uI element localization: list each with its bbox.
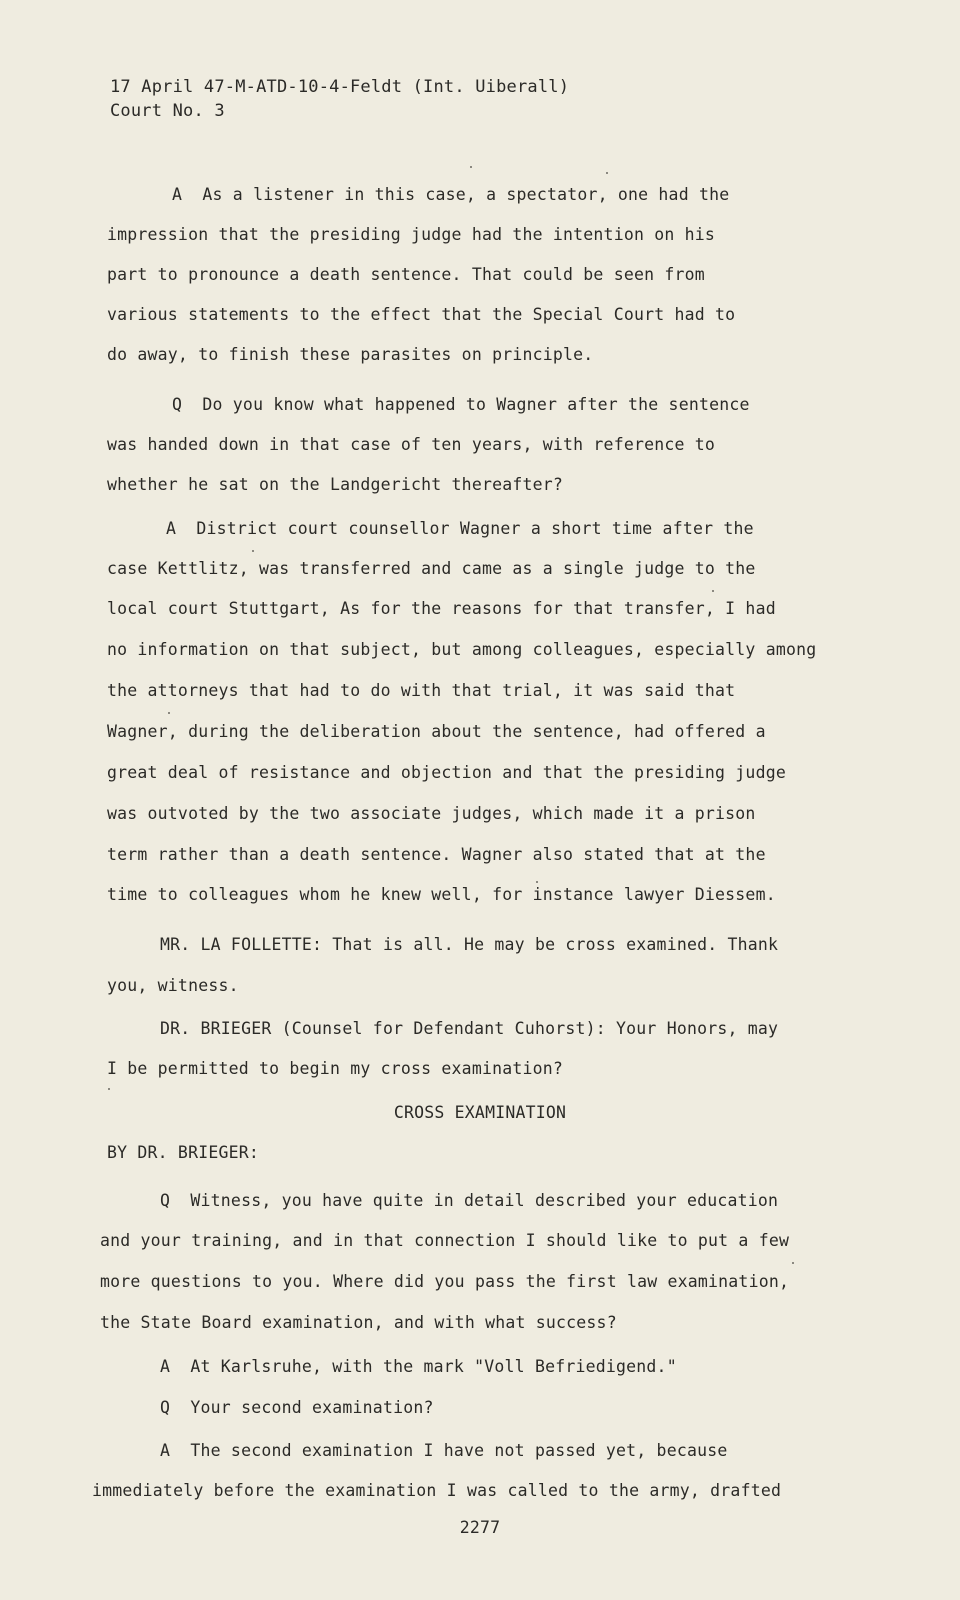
ink-speck (712, 590, 714, 592)
text-line: various statements to the effect that the Special Court had to (107, 305, 736, 324)
text-line: I be permitted to begin my cross examination? (107, 1059, 564, 1078)
text-line: A As a listener in this case, a spectator, one had the (172, 185, 730, 204)
text-line: you, witness. (107, 976, 239, 995)
text-line: MR. LA FOLLETTE: That is all. He may be cross examined. Thank (160, 935, 779, 954)
ink-speck (252, 550, 254, 552)
text-line: was handed down in that case of ten years, with reference to (107, 435, 716, 454)
text-line: the State Board examination, and with what success? (100, 1313, 617, 1332)
text-line: the attorneys that had to do with that trial, it was said that (107, 681, 736, 700)
text-line: was outvoted by the two associate judges, which made it a prison (107, 804, 756, 823)
text-line: no information on that subject, but among colleagues, especially among (107, 640, 817, 659)
page-number: 2277 (459, 1518, 501, 1537)
text-line: A The second examination I have not passed yet, because (160, 1441, 728, 1460)
text-line: more questions to you. Where did you pass the first law examination, (100, 1272, 790, 1291)
section-heading: CROSS EXAMINATION (393, 1103, 567, 1122)
text-line: part to pronounce a death sentence. That could be seen from (107, 265, 705, 284)
text-line: case Kettlitz, was transferred and came as a single judge to the (107, 559, 756, 578)
header-court-line: Court No. 3 (110, 101, 225, 121)
text-line: do away, to finish these parasites on principle. (107, 345, 594, 364)
text-line: Wagner, during the deliberation about the sentence, had offered a (107, 722, 766, 741)
text-line: DR. BRIEGER (Counsel for Defendant Cuhorst): Your Honors, may (160, 1019, 779, 1038)
ink-speck (168, 712, 170, 714)
text-line: term rather than a death sentence. Wagner also stated that at the (107, 845, 766, 864)
text-line: great deal of resistance and objection and that the presiding judge (107, 763, 786, 782)
text-line: impression that the presiding judge had the intention on his (107, 225, 716, 244)
text-line: whether he sat on the Landgericht thereafter? (107, 475, 564, 494)
header-session-line: 17 April 47-M-ATD-10-4-Feldt (Int. Uiberall) (110, 77, 570, 97)
text-line: A District court counsellor Wagner a short time after the (166, 519, 754, 538)
ink-speck (108, 1088, 110, 1090)
text-line: immediately before the examination I was called to the army, drafted (92, 1481, 782, 1500)
text-line: Q Your second examination? (160, 1398, 434, 1417)
text-line: A At Karlsruhe, with the mark "Voll Befriedigend." (160, 1357, 677, 1376)
ink-speck (606, 172, 608, 174)
ink-speck (792, 1262, 794, 1264)
ink-speck (470, 166, 472, 168)
text-line: local court Stuttgart, As for the reasons for that transfer, I had (107, 599, 776, 618)
text-line: and your training, and in that connection I should like to put a few (100, 1231, 790, 1250)
examiner-line: BY DR. BRIEGER: (107, 1143, 260, 1162)
text-line: Q Witness, you have quite in detail described your education (160, 1191, 779, 1210)
text-line: time to colleagues whom he knew well, for instance lawyer Diessem. (107, 885, 776, 904)
text-line: Q Do you know what happened to Wagner after the sentence (172, 395, 750, 414)
ink-speck (536, 881, 538, 883)
